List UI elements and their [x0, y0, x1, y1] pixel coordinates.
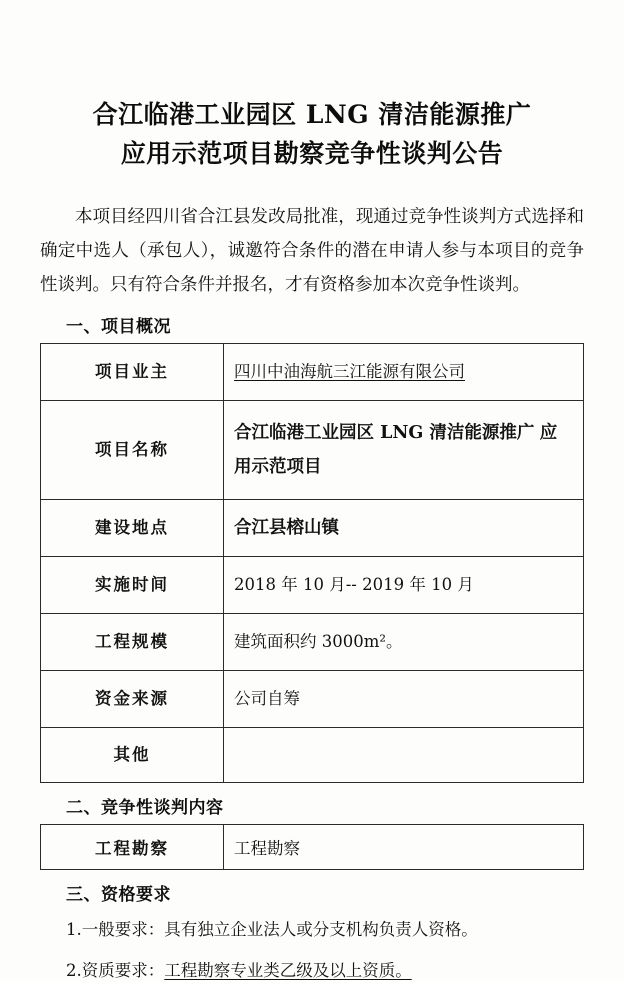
table-row	[41, 400, 584, 499]
table-row	[41, 343, 584, 400]
row-value-owner	[224, 343, 584, 400]
table-row	[41, 670, 584, 727]
project-name-line-2: 应用示范项目	[234, 422, 558, 477]
intro-paragraph: 本项目经四川省合江县发改局批准，现通过竞争性谈判方式选择和确定中选人（承包人），诚邀符合条件的潜在申请人参与本项目的竞争性谈判。只有符合条件并报名，才有资格参加本次竞争性谈判。	[40, 206, 584, 295]
requirement-item-1	[40, 913, 584, 946]
project-name-line-1: 合江临港工业园区 LNG 清洁能源推广	[234, 422, 535, 443]
row-value-scale: 建筑面积约 3000m²。	[224, 613, 584, 670]
table-row	[41, 613, 584, 670]
requirement-1-prefix: 1.一般要求：	[66, 919, 165, 939]
section-heading-overview: 一、项目概况	[66, 316, 171, 337]
section-heading-qualification: 三、资格要求	[66, 884, 171, 905]
page-title	[40, 96, 584, 174]
table-row	[41, 824, 584, 869]
row-value-project-name	[224, 400, 584, 499]
requirement-2-text: 工程勘察专业类乙级及以上资质。	[164, 960, 412, 980]
requirement-item-2	[40, 954, 584, 987]
row-value-schedule: 2018 年 10 月-- 2019 年 10 月	[224, 556, 584, 613]
row-label-owner: 项目业主	[41, 343, 224, 400]
location-value-text: 合江县榕山镇	[234, 517, 339, 538]
table-row	[41, 499, 584, 556]
title-line-1: 合江临港工业园区 LNG 清洁能源推广	[92, 100, 532, 129]
row-label-project-name: 项目名称	[41, 400, 224, 499]
table-row	[41, 556, 584, 613]
row-label-schedule: 实施时间	[41, 556, 224, 613]
section-heading-negotiation: 二、竞争性谈判内容	[66, 797, 224, 818]
table-row	[41, 727, 584, 782]
row-value-location	[224, 499, 584, 556]
negotiation-content-table	[40, 824, 584, 870]
row-label-other: 其他	[41, 727, 224, 782]
row-label-survey: 工程勘察	[41, 824, 224, 869]
row-label-scale: 工程规模	[41, 613, 224, 670]
row-value-funding: 公司自筹	[224, 670, 584, 727]
title-line-2: 应用示范项目勘察竞争性谈判公告	[120, 138, 504, 168]
project-overview-table	[40, 343, 584, 783]
row-label-location: 建设地点	[41, 499, 224, 556]
requirement-1-text: 具有独立企业法人或分支机构负责人资格。	[164, 919, 478, 939]
row-label-funding: 资金来源	[41, 670, 224, 727]
requirement-2-prefix: 2.资质要求：	[66, 960, 165, 980]
owner-value-text: 四川中油海航三江能源有限公司	[234, 362, 465, 382]
row-value-other	[224, 727, 584, 782]
row-value-survey: 工程勘察	[224, 824, 584, 869]
